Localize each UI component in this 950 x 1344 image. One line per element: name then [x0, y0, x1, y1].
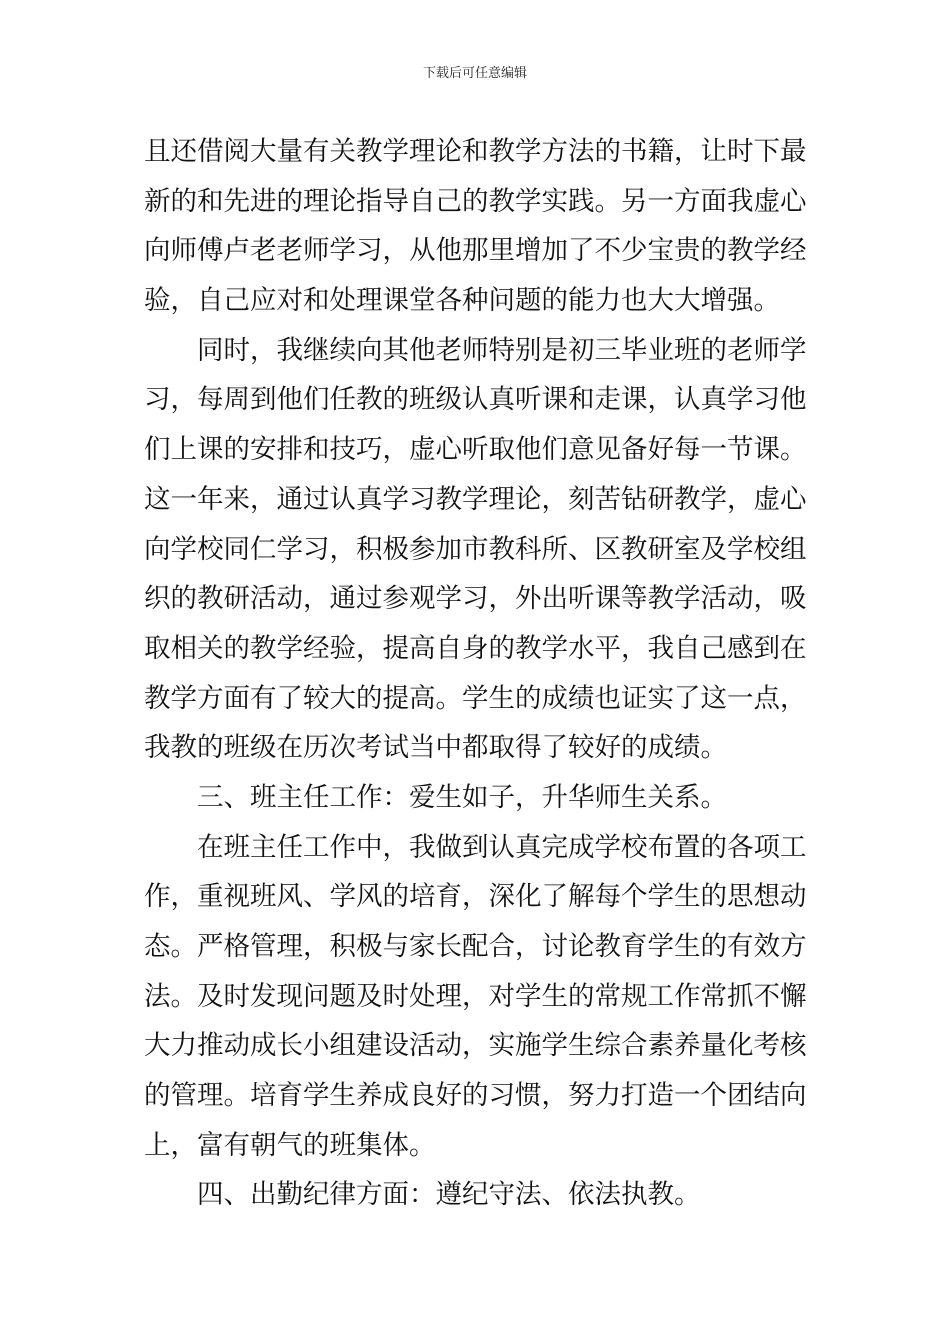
text-line: 新的和先进的理论指导自己的教学实践。另一方面我虚心 [144, 185, 807, 217]
page-header: 下载后可任意编辑 [422, 66, 527, 81]
paragraph-first-line: 同时，我继续向其他老师特别是初三毕业班的老师学 [197, 334, 807, 366]
text-line: 法。及时发现问题及时处理，对学生的常规工作常抓不懈 [144, 980, 807, 1012]
text-line: 向师傅卢老老师学习，从他那里增加了不少宝贵的教学经 [144, 235, 807, 267]
section-heading: 三、班主任工作：爱生如子，升华师生关系。 [197, 781, 727, 813]
section-heading: 四、出勤纪律方面：遵纪守法、依法执教。 [197, 1179, 701, 1211]
text-line: 作，重视班风、学风的培育，深化了解每个学生的思想动 [144, 881, 807, 913]
text-line: 的管理。培育学生养成良好的习惯，努力打造一个团结向 [144, 1080, 807, 1112]
text-line: 态。严格管理，积极与家长配合，讨论教育学生的有效方 [144, 931, 807, 962]
text-line: 上，富有朝气的班集体。 [144, 1129, 436, 1161]
text-line: 取相关的教学经验，提高自身的教学水平，我自己感到在 [144, 632, 807, 664]
document-body [144, 127, 814, 1220]
text-line: 这一年来，通过认真学习教学理论，刻苦钻研教学，虚心 [144, 483, 807, 515]
paragraph-first-line: 在班主任工作中，我做到认真完成学校布置的各项工 [197, 831, 807, 863]
text-line: 教学方面有了较大的提高。学生的成绩也证实了这一点， [144, 682, 807, 714]
text-line: 大力推动成长小组建设活动，实施学生综合素养量化考核 [144, 1030, 807, 1062]
text-line: 且还借阅大量有关教学理论和教学方法的书籍，让时下最 [144, 136, 807, 167]
text-line: 习，每周到他们任教的班级认真听课和走课，认真学习他 [144, 384, 807, 416]
text-line: 我教的班级在历次考试当中都取得了较好的成绩。 [144, 732, 727, 764]
text-line: 向学校同仁学习，积极参加市教科所、区教研室及学校组 [144, 533, 807, 565]
text-line: 验，自己应对和处理课堂各种问题的能力也大大增强。 [144, 285, 780, 317]
text-line: 们上课的安排和技巧，虚心听取他们意见备好每一节课。 [144, 434, 807, 466]
text-line: 织的教研活动，通过参观学习，外出听课等教学活动，吸 [144, 583, 807, 615]
